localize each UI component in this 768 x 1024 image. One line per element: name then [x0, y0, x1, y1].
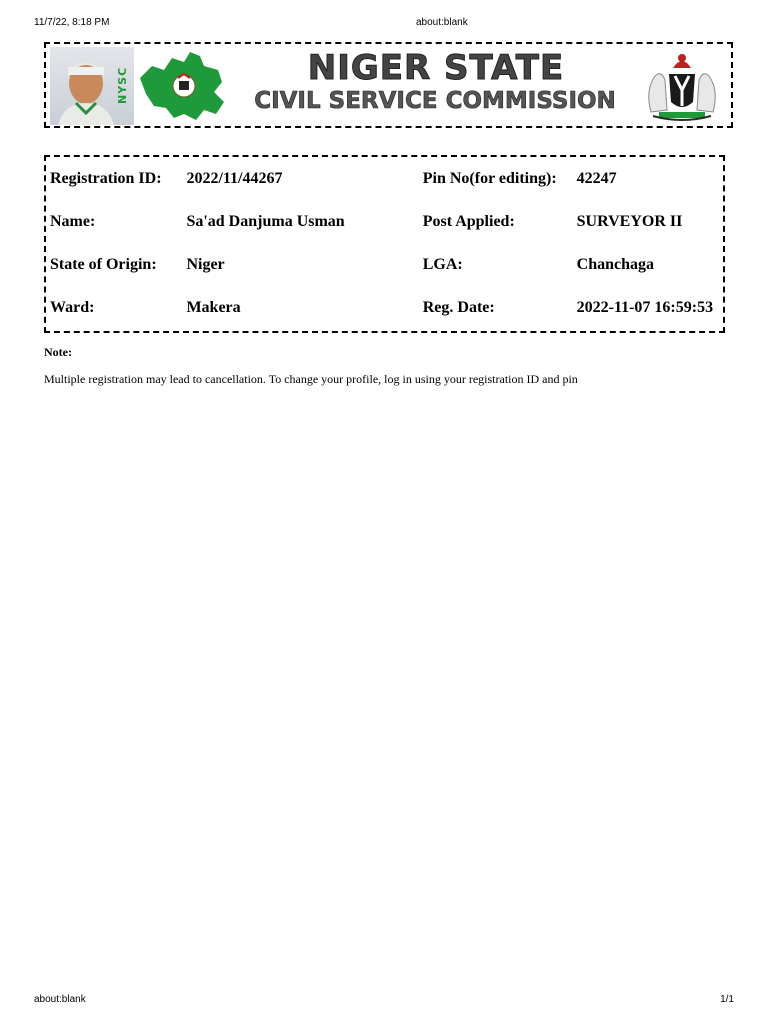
table-row — [46, 157, 723, 200]
nysc-badge-text: NYSC — [116, 66, 129, 104]
table-row — [46, 200, 723, 243]
note-text: Multiple registration may lead to cancellation. To change your profile, log in using your registration ID and pin — [44, 372, 578, 386]
post-applied-label: Post Applied: — [422, 212, 515, 230]
state-of-origin-label: State of Origin: — [50, 255, 157, 273]
state-of-origin-value: Niger — [186, 255, 225, 273]
note-heading: Note: — [44, 345, 72, 359]
post-applied-value: SURVEYOR II — [576, 212, 683, 230]
table-row — [46, 286, 723, 329]
niger-state-map-icon — [134, 48, 228, 124]
print-datetime: 11/7/22, 8:18 PM — [34, 17, 110, 28]
registration-id-value: 2022/11/44267 — [186, 169, 283, 187]
print-url: about:blank — [416, 17, 468, 28]
footer-url: about:blank — [34, 994, 86, 1005]
name-label: Name: — [50, 212, 96, 230]
page-number: 1/1 — [720, 994, 734, 1005]
pin-label: Pin No(for editing): — [422, 169, 557, 187]
registration-details-table — [44, 155, 725, 333]
registration-id-label: Registration ID: — [50, 169, 162, 187]
reg-date-value: 2022-11-07 16:59:53 — [576, 298, 714, 316]
pin-value: 42247 — [576, 169, 617, 187]
passport-photo — [50, 47, 134, 125]
ward-label: Ward: — [50, 298, 95, 316]
page-title: NIGER STATE — [307, 48, 565, 88]
reg-date-label: Reg. Date: — [422, 298, 495, 316]
commission-banner — [44, 42, 733, 128]
lga-label: LGA: — [422, 255, 463, 273]
name-value: Sa'ad Danjuma Usman — [186, 212, 345, 230]
coat-of-arms-icon — [639, 50, 725, 122]
lga-value: Chanchaga — [576, 255, 654, 273]
ward-value: Makera — [186, 298, 241, 316]
table-row — [46, 243, 723, 286]
print-header — [34, 17, 734, 31]
print-footer — [34, 994, 734, 1008]
page-subtitle: CIVIL SERVICE COMMISSION — [254, 88, 616, 114]
